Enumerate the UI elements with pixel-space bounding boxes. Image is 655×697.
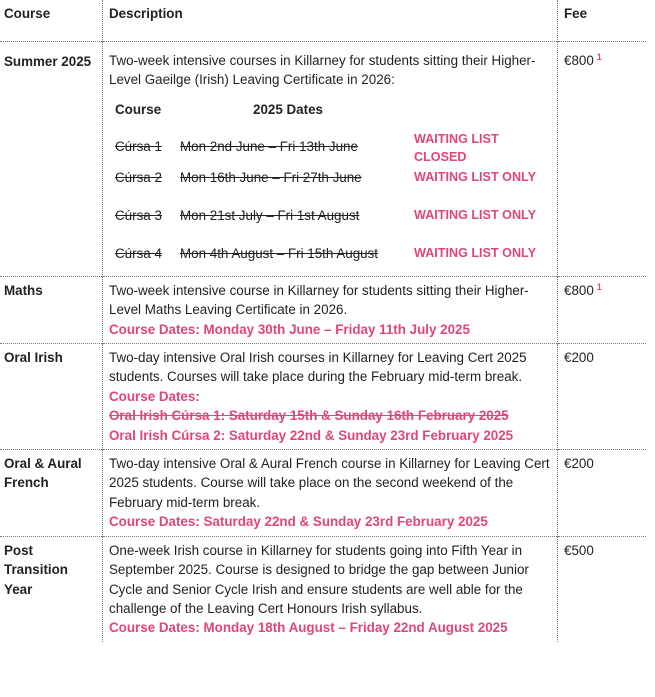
schedule-dates: Mon 21st July – Fri 1st August — [180, 207, 360, 223]
course-description-cell — [103, 450, 558, 537]
row-oral-irish — [0, 344, 646, 450]
course-name: Summer 2025 — [0, 42, 103, 277]
schedule-header-course: Course — [115, 101, 162, 117]
course-name: Maths — [0, 276, 103, 343]
course-description: Two-day intensive Oral & Aural French course in Killarney for Leaving Cert 2025 students. Course will take place on the second weekend of the February mid-term break. — [109, 456, 550, 510]
schedule-header — [115, 100, 551, 130]
row-summer-2025 — [0, 42, 646, 277]
course-description: Two-week intensive course in Killarney for students sitting their Higher-Level Maths Leaving Certificate in 2026. — [109, 282, 529, 318]
schedule-status: WAITING LIST CLOSED — [414, 131, 499, 164]
footnote-marker: 1 — [596, 52, 602, 62]
schedule-row — [115, 130, 551, 168]
header-description: Description — [103, 0, 558, 42]
course-name: Oral & Aural French — [0, 450, 103, 537]
schedule-table — [115, 100, 551, 266]
course-fee: €200 — [558, 450, 647, 537]
course-description-cell — [103, 536, 558, 642]
course-fee: €800 — [564, 53, 594, 68]
schedule-dates: Mon 2nd June – Fri 13th June — [180, 138, 358, 154]
course-dates-cursa-1: Oral Irish Cúrsa 1: Saturday 15th & Sunday 16th February 2025 — [109, 408, 509, 424]
course-dates-cursa-2: Oral Irish Cúrsa 2: Saturday 22nd & Sunday 23rd February 2025 — [109, 427, 514, 443]
header-fee: Fee — [564, 6, 588, 21]
schedule-row — [115, 168, 551, 206]
schedule-course: Cúrsa 1 — [115, 138, 162, 154]
row-maths — [0, 276, 646, 343]
course-name: Post Transition Year — [0, 536, 103, 642]
course-description: One-week Irish course in Killarney for students going into Fifth Year in September 2025. Course is designed to bridge the gap between Junior Cycle and Senior Cycle Irish and ensure students are well able for the challenge of the Leaving Cert Honours Irish syllabus. — [109, 542, 529, 616]
schedule-row — [115, 244, 551, 266]
course-dates: Course Dates: Monday 30th June – Friday 11th July 2025 — [109, 321, 470, 337]
row-oral-aural-french — [0, 450, 646, 537]
schedule-status: WAITING LIST ONLY — [414, 169, 536, 184]
course-description: Two-week intensive courses in Killarney for students sitting their Higher-Level Gaeilge (Irish) Leaving Certificate in 2026: — [109, 53, 536, 88]
course-description-cell — [103, 344, 558, 450]
row-post-transition-year — [0, 536, 646, 642]
schedule-course: Cúrsa 3 — [115, 207, 162, 223]
course-description-cell — [103, 42, 558, 277]
course-fee: €500 — [558, 536, 647, 642]
schedule-course: Cúrsa 2 — [115, 169, 162, 185]
header-course: Course — [4, 6, 51, 21]
course-description-cell — [103, 276, 558, 343]
schedule-header-dates: 2025 Dates — [253, 101, 323, 117]
course-dates: Course Dates: Saturday 22nd & Sunday 23rd February 2025 — [109, 514, 488, 530]
footnote-marker: 1 — [596, 281, 602, 292]
course-dates: Course Dates: Monday 18th August – Friday 22nd August 2025 — [109, 620, 508, 636]
schedule-dates: Mon 4th August – Fri 15th August — [180, 245, 379, 261]
course-fee-cell — [558, 42, 647, 277]
schedule-dates: Mon 16th June – Fri 27th June — [180, 169, 362, 185]
course-description: Two-day intensive Oral Irish courses in Killarney for Leaving Cert 2025 students. Courses will take place during the February mid-term break. — [109, 350, 527, 385]
course-fee: €800 — [564, 282, 594, 298]
course-fee-cell — [558, 276, 647, 343]
course-name: Oral Irish — [0, 344, 103, 450]
schedule-status: WAITING LIST ONLY — [414, 207, 536, 222]
table-header-row — [0, 0, 646, 42]
course-fee: €200 — [558, 344, 647, 450]
course-dates-label: Course Dates: — [109, 388, 200, 404]
schedule-row — [115, 206, 551, 244]
schedule-status: WAITING LIST ONLY — [414, 245, 536, 260]
schedule-course: Cúrsa 4 — [115, 245, 162, 261]
